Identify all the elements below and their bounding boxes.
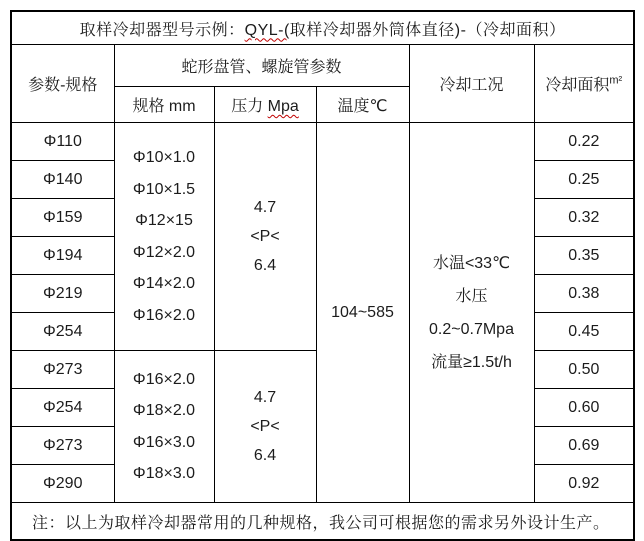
area-cell: 0.22 bbox=[534, 123, 634, 161]
condition-line: 流量≥1.5t/h bbox=[431, 353, 512, 371]
spec-line: Φ12×2.0 bbox=[132, 243, 196, 261]
table-row bbox=[11, 503, 634, 541]
spec-line: Φ10×1.5 bbox=[132, 180, 196, 198]
pressure-group-2-cell bbox=[214, 351, 316, 503]
spec-line: Φ16×2.0 bbox=[132, 306, 196, 324]
area-cell: 0.32 bbox=[534, 199, 634, 237]
table-note: 注：以上为取样冷却器常用的几种规格，我公司可根据您的需求另外设计生产。 bbox=[11, 503, 634, 541]
pressure-label: 压力 bbox=[231, 98, 268, 115]
area-cell: 0.38 bbox=[534, 275, 634, 313]
area-cell: 0.45 bbox=[534, 313, 634, 351]
spec-group-1-cell bbox=[114, 123, 214, 351]
title-prefix: 取样冷却器型号示例： bbox=[79, 21, 245, 39]
pressure-line: 6.4 bbox=[253, 257, 277, 274]
header-pressure bbox=[214, 87, 316, 123]
condition-line: 水压 bbox=[455, 287, 488, 305]
spec-line: Φ12×15 bbox=[135, 212, 193, 229]
header-param-spec: 参数-规格 bbox=[11, 45, 114, 123]
cooling-area-unit: m² bbox=[609, 74, 623, 87]
header-cooling-area bbox=[534, 45, 634, 123]
cooling-area-label: 冷却面积 bbox=[545, 77, 610, 94]
table-row bbox=[11, 45, 634, 87]
pressure-line: 4.7 bbox=[253, 389, 277, 406]
area-cell: 0.25 bbox=[534, 161, 634, 199]
param-cell: Φ254 bbox=[11, 389, 114, 427]
param-cell: Φ159 bbox=[11, 199, 114, 237]
area-cell: 0.69 bbox=[534, 427, 634, 465]
table-title bbox=[11, 11, 634, 45]
spec-line: Φ16×2.0 bbox=[132, 370, 196, 388]
title-suffix: 取样冷却器外筒体直径)-（冷却面积） bbox=[289, 21, 566, 39]
param-cell: Φ273 bbox=[11, 351, 114, 389]
param-cell: Φ290 bbox=[11, 465, 114, 503]
pressure-group-1-cell bbox=[214, 123, 316, 351]
area-cell: 0.92 bbox=[534, 465, 634, 503]
sampling-cooler-spec-table bbox=[10, 10, 635, 541]
table-row bbox=[11, 123, 634, 161]
table-row bbox=[11, 11, 634, 45]
spec-line: Φ16×3.0 bbox=[132, 433, 196, 451]
title-model-code: QYL-( bbox=[244, 21, 290, 39]
spec-line: Φ18×3.0 bbox=[132, 465, 196, 482]
pressure-line: <P< bbox=[250, 418, 280, 435]
area-cell: 0.50 bbox=[534, 351, 634, 389]
header-temperature: 温度℃ bbox=[316, 87, 409, 123]
header-coil-group: 蛇形盘管、螺旋管参数 bbox=[114, 45, 409, 87]
param-cell: Φ273 bbox=[11, 427, 114, 465]
param-cell: Φ254 bbox=[11, 313, 114, 351]
area-cell: 0.60 bbox=[534, 389, 634, 427]
spec-line: Φ14×2.0 bbox=[132, 275, 196, 292]
spec-line: Φ18×2.0 bbox=[132, 402, 196, 419]
header-cooling-condition: 冷却工况 bbox=[409, 45, 534, 123]
param-cell: Φ140 bbox=[11, 161, 114, 199]
condition-line: 水温<33℃ bbox=[432, 254, 511, 272]
pressure-line: 6.4 bbox=[253, 447, 277, 464]
temperature-range-cell: 104~585 bbox=[316, 123, 409, 503]
spec-line: Φ10×1.0 bbox=[132, 149, 196, 166]
pressure-line: <P< bbox=[250, 228, 280, 245]
cooling-condition-cell bbox=[409, 123, 534, 503]
param-cell: Φ194 bbox=[11, 237, 114, 275]
pressure-line: 4.7 bbox=[253, 199, 277, 216]
spec-group-2-cell bbox=[114, 351, 214, 503]
param-cell: Φ219 bbox=[11, 275, 114, 313]
param-cell: Φ110 bbox=[11, 123, 114, 161]
pressure-unit: Mpa bbox=[267, 98, 299, 115]
condition-line: 0.2~0.7Mpa bbox=[429, 320, 514, 338]
header-spec-mm: 规格 mm bbox=[114, 87, 214, 123]
area-cell: 0.35 bbox=[534, 237, 634, 275]
